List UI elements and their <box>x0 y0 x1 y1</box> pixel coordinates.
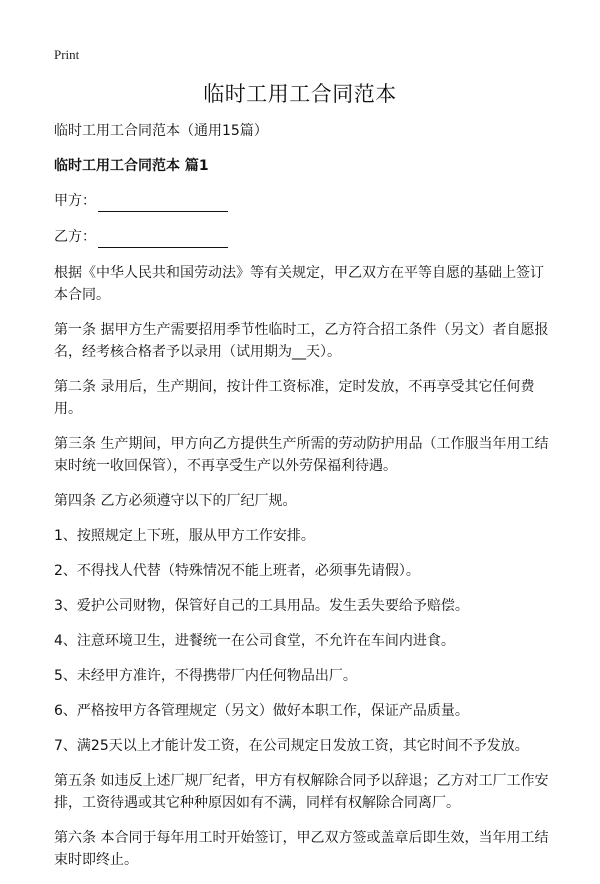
list-item-rule-2: 2、不得找人代替（特殊情况不能上班者，必须事先请假）。 <box>54 563 420 579</box>
paragraph-article-4: 第四条 乙方必须遵守以下的厂纪厂规。 <box>54 493 297 509</box>
paragraph-article-5: 第五条 如违反上述厂规厂纪者，甲方有权解除合同予以辞退；乙方对工厂工作安排，工资待遇或其它种种原因如有不满，同样有权解除合同离厂。 <box>54 773 549 811</box>
list-item-rule-5: 5、未经甲方准许，不得携带厂内任何物品出厂。 <box>54 668 357 684</box>
list-item-rule-1: 1、按照规定上下班，服从甲方工作安排。 <box>54 528 315 544</box>
paragraph-article-1: 第一条 据甲方生产需要招用季节性临时工，乙方符合招工条件（另文）者自愿报名，经考核合格者予以录用（试用期为__天）。 <box>54 322 549 360</box>
document-body <box>54 120 556 884</box>
list-item-rule-3: 3、爱护公司财物，保管好自己的工具用品。发生丢失要给予赔偿。 <box>54 598 469 614</box>
list-item-rule-4: 4、注意环境卫生，进餐统一在公司食堂，不允许在车间内进食。 <box>54 633 455 649</box>
page-title: 临时工用工合同范本 <box>203 82 397 106</box>
paragraph-article-6: 第六条 本合同于每年用工时开始签订，甲乙双方签或盖章后即生效，当年用工结束时即终止。 <box>54 830 549 868</box>
list-item-rule-6: 6、严格按甲方各管理规定（另文）做好本职工作，保证产品质量。 <box>54 703 469 719</box>
party-a-label: 甲方： <box>54 193 96 209</box>
list-item-rule-7: 7、满25天以上才能计发工资，在公司规定日发放工资，其它时间不予发放。 <box>54 738 529 754</box>
party-b-blank <box>98 230 228 248</box>
paragraph-article-3: 第三条 生产期间，甲方向乙方提供生产所需的劳动防护用品（工作服当年用工结束时统一收回保管），不再享受生产以外劳保福利待遇。 <box>54 436 549 474</box>
party-a-blank <box>98 194 228 212</box>
paragraph-preamble: 根据《中华人民共和国劳动法》等有关规定，甲乙双方在平等自愿的基础上签订本合同。 <box>54 265 544 303</box>
print-label: Print <box>54 47 80 62</box>
document-subtitle: 临时工用工合同范本（通用15篇） <box>54 123 268 139</box>
party-a-line <box>54 190 556 212</box>
section-heading: 临时工用工合同范本 篇1 <box>54 158 209 174</box>
party-b-label: 乙方： <box>54 229 96 245</box>
paragraph-article-2: 第二条 录用后，生产期间，按计件工资标准，定时发放，不再享受其它任何费用。 <box>54 379 535 417</box>
party-b-line <box>54 226 556 248</box>
